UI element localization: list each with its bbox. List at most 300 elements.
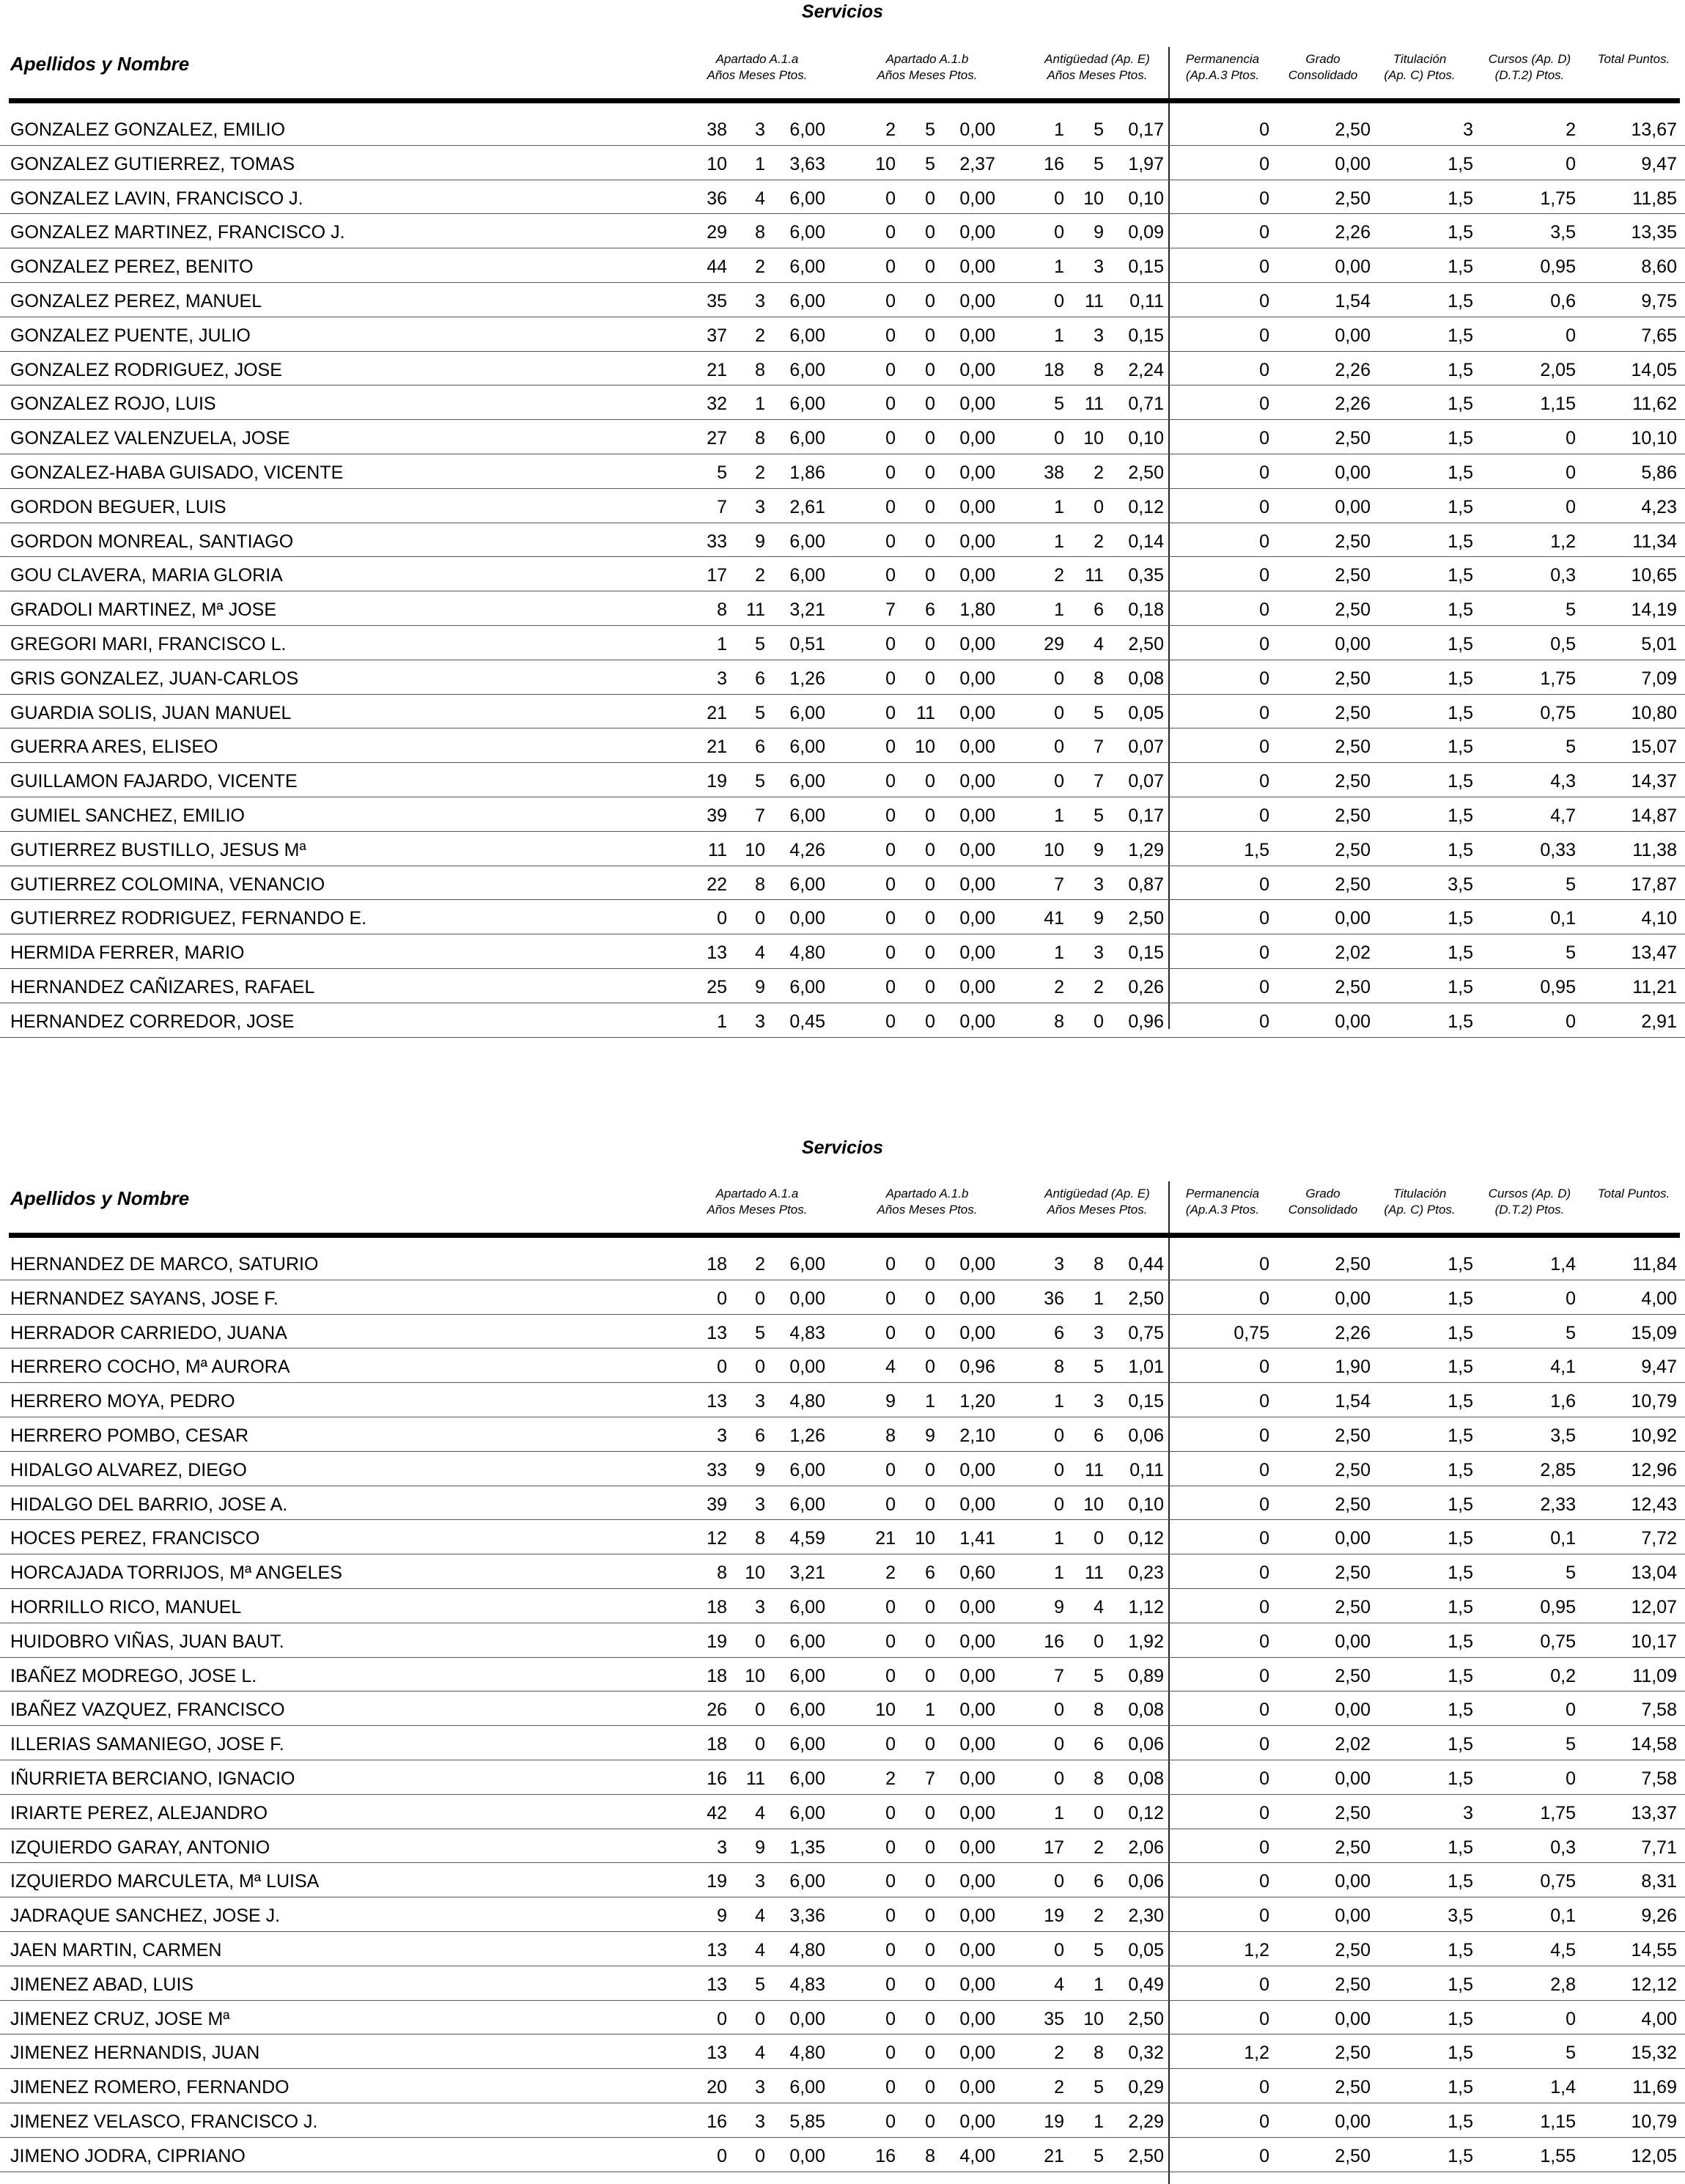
cell-a1a-months: 3 (755, 1596, 765, 1617)
cell-antiguedad-years: 0 (1054, 1700, 1064, 1721)
cell-titulacion-points: 1,5 (1448, 600, 1473, 621)
cell-a1b-months: 5 (925, 153, 935, 174)
cell-cursos-points: 0,95 (1540, 976, 1576, 997)
cell-a1b-months: 0 (925, 1357, 935, 1378)
cell-permanencia-points: 0 (1259, 1254, 1269, 1274)
cell-permanencia-points: 0 (1259, 394, 1269, 415)
cell-antiguedad-points: 0,15 (1128, 1391, 1164, 1412)
cell-a1b-months: 1 (925, 1391, 935, 1412)
cell-permanencia-points: 0 (1259, 1011, 1269, 1032)
cell-antiguedad-years: 0 (1054, 188, 1064, 209)
cell-total-points: 10,92 (1631, 1425, 1677, 1446)
cell-a1a-months: 1 (755, 153, 765, 174)
cell-antiguedad-points: 0,05 (1128, 1939, 1164, 1960)
cell-a1a-years: 19 (707, 771, 727, 792)
cell-a1b-years: 21 (875, 1528, 896, 1549)
cell-grado-points: 0,00 (1335, 325, 1371, 346)
cell-a1b-points: 0,00 (959, 1459, 995, 1480)
cell-a1a-months: 0 (755, 2145, 765, 2166)
cell-antiguedad-years: 0 (1054, 1734, 1064, 1755)
table-row (0, 1623, 1685, 1658)
table-row (0, 969, 1685, 1003)
cell-a1b-months: 0 (925, 1734, 935, 1755)
cell-cursos-points: 5 (1566, 600, 1576, 621)
cell-antiguedad-points: 1,92 (1128, 1631, 1164, 1652)
cell-a1a-points: 0,00 (789, 2008, 825, 2029)
cell-antiguedad-months: 2 (1094, 531, 1104, 552)
cell-total-points: 10,80 (1631, 702, 1677, 723)
cell-a1a-months: 8 (755, 874, 765, 895)
cell-a1a-months: 5 (755, 702, 765, 723)
cell-antiguedad-months: 6 (1094, 1871, 1104, 1892)
cell-titulacion-points: 1,5 (1448, 1322, 1473, 1343)
cell-a1a-years: 39 (707, 1494, 727, 1515)
cell-antiguedad-months: 10 (1083, 428, 1104, 449)
cell-antiguedad-months: 3 (1094, 1391, 1104, 1412)
cell-antiguedad-points: 0,08 (1128, 668, 1164, 689)
cell-a1b-points: 0,00 (959, 290, 995, 311)
cell-titulacion-points: 1,5 (1448, 839, 1473, 860)
cell-permanencia-points: 0 (1259, 908, 1269, 929)
cell-a1a-years: 13 (707, 1322, 727, 1343)
cell-antiguedad-points: 2,50 (1128, 2008, 1164, 2029)
cell-a1b-years: 0 (885, 839, 896, 860)
cell-antiguedad-points: 0,07 (1128, 737, 1164, 758)
cell-a1a-years: 8 (717, 1563, 727, 1584)
cell-permanencia-points: 0 (1259, 668, 1269, 689)
cell-name: GUMIEL SANCHEZ, EMILIO (10, 805, 245, 826)
cell-antiguedad-points: 0,32 (1128, 2043, 1164, 2064)
cell-titulacion-points: 1,5 (1448, 2043, 1473, 2064)
cell-a1b-months: 9 (925, 1425, 935, 1446)
cell-a1b-years: 0 (885, 1254, 896, 1274)
cell-cursos-points: 0 (1566, 325, 1576, 346)
cell-a1b-months: 0 (925, 222, 935, 243)
cell-a1a-years: 21 (707, 737, 727, 758)
cell-cursos-points: 0,95 (1540, 1596, 1576, 1617)
table-row (0, 591, 1685, 626)
cell-a1b-years: 2 (885, 1768, 896, 1789)
cell-grado-points: 2,02 (1335, 942, 1371, 964)
cell-antiguedad-years: 1 (1054, 496, 1064, 517)
cell-a1b-months: 0 (925, 496, 935, 517)
cell-antiguedad-years: 0 (1054, 702, 1064, 723)
cell-antiguedad-years: 38 (1044, 462, 1064, 483)
cell-titulacion-points: 1,5 (1448, 290, 1473, 311)
cell-a1a-points: 0,00 (789, 2145, 825, 2166)
cell-permanencia-points: 0 (1259, 1906, 1269, 1927)
cell-a1a-years: 16 (707, 2111, 727, 2132)
cell-a1a-months: 2 (755, 325, 765, 346)
cell-a1a-months: 5 (755, 1974, 765, 1995)
cell-a1b-years: 0 (885, 1288, 896, 1309)
table-row (0, 832, 1685, 866)
cell-a1b-years: 9 (885, 1391, 896, 1412)
table-row (0, 1315, 1685, 1349)
cell-name: GONZALEZ-HABA GUISADO, VICENTE (10, 462, 344, 483)
cell-a1b-years: 0 (885, 462, 896, 483)
cell-antiguedad-years: 36 (1044, 1288, 1064, 1309)
cell-titulacion-points: 3,5 (1448, 874, 1473, 895)
cell-a1b-points: 0,00 (959, 428, 995, 449)
cell-name: IRIARTE PEREZ, ALEJANDRO (10, 1802, 268, 1823)
cell-antiguedad-months: 3 (1094, 325, 1104, 346)
cell-a1b-points: 0,00 (959, 805, 995, 826)
cell-antiguedad-months: 2 (1094, 976, 1104, 997)
cell-name: HERNANDEZ CORREDOR, JOSE (10, 1011, 295, 1032)
cell-cursos-points: 1,2 (1550, 531, 1576, 552)
cell-titulacion-points: 1,5 (1448, 257, 1473, 278)
cell-antiguedad-points: 0,26 (1128, 976, 1164, 997)
cell-antiguedad-years: 2 (1054, 976, 1064, 997)
cell-a1a-points: 6,00 (789, 1494, 825, 1515)
cell-antiguedad-years: 0 (1054, 737, 1064, 758)
cell-name: GUTIERREZ BUSTILLO, JESUS Mª (10, 839, 306, 860)
cell-antiguedad-points: 2,24 (1128, 359, 1164, 380)
cell-a1a-months: 11 (746, 600, 765, 621)
cell-grado-points: 0,00 (1335, 496, 1371, 517)
cell-grado-points: 1,54 (1335, 1391, 1371, 1412)
cell-a1b-years: 0 (885, 531, 896, 552)
cell-a1a-months: 1 (755, 394, 765, 415)
header-a1a: Apartado A.1.a Años Meses Ptos. (707, 52, 808, 82)
cell-name: GONZALEZ PEREZ, BENITO (10, 257, 254, 278)
cell-a1a-months: 3 (755, 1391, 765, 1412)
cell-a1a-points: 6,00 (789, 1459, 825, 1480)
cell-total-points: 7,65 (1641, 325, 1677, 346)
cell-antiguedad-years: 0 (1054, 1871, 1064, 1892)
cell-a1b-years: 10 (875, 1700, 896, 1721)
cell-antiguedad-points: 2,50 (1128, 908, 1164, 929)
cell-a1a-points: 0,45 (789, 1011, 825, 1032)
cell-antiguedad-months: 3 (1094, 257, 1104, 278)
cell-a1a-months: 8 (755, 1528, 765, 1549)
cell-cursos-points: 0 (1566, 1768, 1576, 1789)
cell-total-points: 13,67 (1631, 119, 1677, 140)
cell-name: IBAÑEZ MODREGO, JOSE L. (10, 1665, 257, 1686)
cell-permanencia-points: 0 (1259, 1665, 1269, 1686)
cell-cursos-points: 0 (1566, 496, 1576, 517)
cell-antiguedad-years: 16 (1044, 153, 1064, 174)
cell-a1b-points: 0,00 (959, 1596, 995, 1617)
cell-name: HUIDOBRO VIÑAS, JUAN BAUT. (10, 1631, 284, 1652)
cell-antiguedad-points: 0,06 (1128, 1734, 1164, 1755)
cell-a1a-years: 13 (707, 1391, 727, 1412)
cell-a1b-months: 0 (925, 1871, 935, 1892)
cell-permanencia-points: 0 (1259, 1837, 1269, 1858)
cell-grado-points: 0,00 (1335, 908, 1371, 929)
table-header (0, 1184, 1685, 1228)
cell-total-points: 5,01 (1641, 633, 1677, 654)
table-row (0, 317, 1685, 352)
cell-antiguedad-points: 2,50 (1128, 633, 1164, 654)
cell-a1b-months: 0 (925, 1837, 935, 1858)
cell-grado-points: 2,50 (1335, 668, 1371, 689)
cell-titulacion-points: 1,5 (1448, 908, 1473, 929)
cell-titulacion-points: 1,5 (1448, 1768, 1473, 1789)
cell-a1b-points: 0,00 (959, 1665, 995, 1686)
cell-a1b-years: 0 (885, 2008, 896, 2029)
cell-a1b-years: 0 (885, 325, 896, 346)
cell-name: GUERRA ARES, ELISEO (10, 737, 218, 758)
cell-a1a-years: 38 (707, 119, 727, 140)
cell-permanencia-points: 0 (1259, 942, 1269, 964)
header-total: Total Puntos. (1597, 1187, 1670, 1200)
cell-name: HERRADOR CARRIEDO, JUANA (10, 1322, 287, 1343)
cell-a1a-years: 19 (707, 1631, 727, 1652)
cell-antiguedad-months: 7 (1094, 737, 1104, 758)
cell-a1a-months: 10 (745, 1665, 765, 1686)
cell-grado-points: 0,00 (1335, 1906, 1371, 1927)
cell-name: GONZALEZ PUENTE, JULIO (10, 325, 251, 346)
cell-name: HERMIDA FERRER, MARIO (10, 942, 245, 964)
cell-permanencia-points: 0 (1259, 1768, 1269, 1789)
cell-a1a-months: 9 (755, 976, 765, 997)
cell-a1b-months: 10 (915, 737, 935, 758)
cell-total-points: 13,47 (1631, 942, 1677, 964)
cell-a1a-months: 3 (755, 496, 765, 517)
cell-a1a-years: 1 (717, 1011, 727, 1032)
cell-grado-points: 0,00 (1335, 1011, 1371, 1032)
cell-antiguedad-months: 8 (1094, 668, 1104, 689)
table-row (0, 1966, 1685, 2001)
cell-a1a-months: 11 (746, 1768, 765, 1789)
cell-a1b-years: 0 (885, 222, 896, 243)
cell-a1b-months: 0 (925, 290, 935, 311)
cell-antiguedad-years: 1 (1054, 119, 1064, 140)
cell-total-points: 10,17 (1631, 1631, 1677, 1652)
cell-total-points: 14,19 (1631, 600, 1677, 621)
cell-a1a-months: 2 (755, 1254, 765, 1274)
header-a1b: Apartado A.1.b Años Meses Ptos. (877, 52, 978, 82)
cell-permanencia-points: 0 (1259, 976, 1269, 997)
cell-a1a-years: 0 (717, 1357, 727, 1378)
cell-antiguedad-years: 0 (1054, 222, 1064, 243)
cell-grado-points: 2,50 (1335, 1665, 1371, 1686)
cell-a1a-months: 4 (755, 1802, 765, 1823)
cell-titulacion-points: 1,5 (1448, 1357, 1473, 1378)
cell-antiguedad-months: 5 (1094, 1357, 1104, 1378)
cell-permanencia-points: 0 (1259, 325, 1269, 346)
table-row (0, 1486, 1685, 1521)
cell-a1b-points: 1,20 (959, 1391, 995, 1412)
cell-a1a-months: 4 (755, 2043, 765, 2064)
cell-a1b-years: 0 (885, 428, 896, 449)
cell-a1a-months: 4 (755, 1939, 765, 1960)
cell-total-points: 14,05 (1631, 359, 1677, 380)
cell-antiguedad-points: 0,17 (1128, 119, 1164, 140)
cell-a1a-points: 6,00 (789, 1596, 825, 1617)
cell-total-points: 9,26 (1641, 1906, 1677, 1927)
header-name: Apellidos y Nombre (10, 1187, 190, 1209)
cell-a1b-months: 0 (925, 874, 935, 895)
cell-total-points: 14,87 (1631, 805, 1677, 826)
cell-a1a-points: 0,51 (789, 633, 825, 654)
cell-permanencia-points: 0 (1259, 1596, 1269, 1617)
cell-permanencia-points: 0 (1259, 257, 1269, 278)
cell-total-points: 7,09 (1641, 668, 1677, 689)
table-row (0, 797, 1685, 832)
cell-a1b-points: 0,00 (959, 737, 995, 758)
table-row (0, 1520, 1685, 1554)
cell-titulacion-points: 1,5 (1448, 1665, 1473, 1686)
cell-grado-points: 2,26 (1335, 222, 1371, 243)
cell-titulacion-points: 3 (1463, 119, 1473, 140)
cell-a1a-years: 1 (717, 633, 727, 654)
header-a1b: Apartado A.1.b Años Meses Ptos. (877, 1187, 978, 1217)
cell-a1a-months: 8 (755, 222, 765, 243)
cell-titulacion-points: 1,5 (1448, 1871, 1473, 1892)
cell-permanencia-points: 0 (1259, 1288, 1269, 1309)
cell-name: GONZALEZ MARTINEZ, FRANCISCO J. (10, 222, 345, 243)
table-row (0, 146, 1685, 180)
cell-total-points: 14,55 (1631, 1939, 1677, 1960)
table-row (0, 352, 1685, 386)
cell-name: GONZALEZ ROJO, LUIS (10, 394, 216, 415)
cell-a1b-points: 0,00 (959, 257, 995, 278)
cell-titulacion-points: 1,5 (1448, 2111, 1473, 2132)
cell-antiguedad-points: 0,35 (1128, 565, 1164, 586)
cell-name: GRADOLI MARTINEZ, Mª JOSE (10, 600, 277, 621)
cell-antiguedad-points: 0,75 (1128, 1322, 1164, 1343)
cell-antiguedad-years: 1 (1054, 1528, 1064, 1549)
cell-a1a-points: 6,00 (789, 188, 825, 209)
cell-a1a-years: 7 (717, 496, 727, 517)
cell-a1a-points: 6,00 (789, 1768, 825, 1789)
cell-cursos-points: 2,33 (1540, 1494, 1576, 1515)
cell-antiguedad-points: 0,05 (1128, 702, 1164, 723)
cell-total-points: 4,10 (1641, 908, 1677, 929)
table-body (0, 111, 1685, 1038)
cell-a1a-months: 3 (755, 1494, 765, 1515)
cell-antiguedad-years: 1 (1054, 1563, 1064, 1584)
table-row (0, 385, 1685, 420)
cell-antiguedad-points: 0,14 (1128, 531, 1164, 552)
cell-total-points: 13,37 (1631, 1802, 1677, 1823)
cell-antiguedad-months: 10 (1083, 2008, 1104, 2029)
cell-a1b-months: 0 (925, 668, 935, 689)
cell-a1b-points: 0,00 (959, 1802, 995, 1823)
cell-a1a-months: 2 (755, 257, 765, 278)
cell-a1b-points: 0,00 (959, 1939, 995, 1960)
cell-antiguedad-points: 2,29 (1128, 2111, 1164, 2132)
cell-antiguedad-months: 5 (1094, 2077, 1104, 2098)
cell-a1a-years: 29 (707, 222, 727, 243)
table-row (0, 420, 1685, 454)
cell-name: JIMENEZ VELASCO, FRANCISCO J. (10, 2111, 318, 2132)
cell-a1b-years: 0 (885, 1837, 896, 1858)
cell-a1a-years: 13 (707, 1939, 727, 1960)
cell-cursos-points: 0 (1566, 2008, 1576, 2029)
table-row (0, 523, 1685, 558)
cell-antiguedad-months: 5 (1094, 153, 1104, 174)
cell-cursos-points: 1,75 (1540, 668, 1576, 689)
cell-a1a-years: 11 (708, 839, 727, 860)
cell-antiguedad-years: 7 (1054, 874, 1064, 895)
cell-a1b-points: 0,00 (959, 874, 995, 895)
cell-antiguedad-years: 17 (1044, 1837, 1064, 1858)
cell-name: HOCES PEREZ, FRANCISCO (10, 1528, 260, 1549)
cell-a1a-years: 18 (707, 1596, 727, 1617)
cell-name: GORDON MONREAL, SANTIAGO (10, 531, 294, 552)
cell-antiguedad-months: 3 (1094, 874, 1104, 895)
cell-antiguedad-years: 18 (1044, 359, 1064, 380)
cell-a1a-points: 6,00 (789, 222, 825, 243)
cell-titulacion-points: 1,5 (1448, 462, 1473, 483)
cell-a1b-points: 2,37 (959, 153, 995, 174)
cell-antiguedad-months: 4 (1094, 1596, 1104, 1617)
cell-permanencia-points: 1,5 (1244, 839, 1269, 860)
cell-total-points: 7,58 (1641, 1700, 1677, 1721)
cell-antiguedad-years: 1 (1054, 531, 1064, 552)
cell-titulacion-points: 1,5 (1448, 394, 1473, 415)
cell-a1b-months: 0 (925, 1322, 935, 1343)
cell-grado-points: 0,00 (1335, 1871, 1371, 1892)
cell-antiguedad-years: 19 (1044, 2111, 1064, 2132)
cell-titulacion-points: 1,5 (1448, 1700, 1473, 1721)
cell-titulacion-points: 1,5 (1448, 1596, 1473, 1617)
cell-a1a-points: 6,00 (789, 359, 825, 380)
cell-name: HERRERO MOYA, PEDRO (10, 1391, 235, 1412)
cell-permanencia-points: 0 (1259, 359, 1269, 380)
cell-cursos-points: 0 (1566, 1288, 1576, 1309)
cell-total-points: 5,86 (1641, 462, 1677, 483)
cell-grado-points: 2,26 (1335, 394, 1371, 415)
cell-name: JIMENEZ HERNANDIS, JUAN (10, 2043, 260, 2064)
cell-antiguedad-points: 0,08 (1128, 1768, 1164, 1789)
cell-a1a-points: 6,00 (789, 531, 825, 552)
cell-a1b-points: 0,96 (959, 1357, 995, 1378)
cell-name: HIDALGO DEL BARRIO, JOSE A. (10, 1494, 288, 1515)
cell-cursos-points: 4,7 (1550, 805, 1576, 826)
cell-antiguedad-years: 2 (1054, 565, 1064, 586)
cell-name: GUTIERREZ COLOMINA, VENANCIO (10, 874, 325, 895)
table-body (0, 1246, 1685, 2172)
cell-cursos-points: 4,5 (1550, 1939, 1576, 1960)
cell-titulacion-points: 1,5 (1448, 942, 1473, 964)
cell-titulacion-points: 1,5 (1448, 188, 1473, 209)
cell-permanencia-points: 0,75 (1234, 1322, 1269, 1343)
cell-cursos-points: 0 (1566, 1700, 1576, 1721)
cell-a1b-points: 0,00 (959, 702, 995, 723)
cell-a1a-months: 2 (755, 565, 765, 586)
cell-name: HERRERO COCHO, Mª AURORA (10, 1357, 290, 1378)
cell-grado-points: 2,50 (1335, 737, 1371, 758)
header-permanencia: Permanencia (Ap.A.3 Ptos. (1185, 1187, 1260, 1217)
cell-titulacion-points: 1,5 (1448, 976, 1473, 997)
cell-antiguedad-years: 1 (1054, 257, 1064, 278)
header-rule (9, 98, 1680, 103)
cell-titulacion-points: 1,5 (1448, 1563, 1473, 1584)
cell-a1b-years: 0 (885, 2077, 896, 2098)
cell-antiguedad-points: 1,97 (1128, 153, 1164, 174)
table-row (0, 2034, 1685, 2069)
cell-a1b-months: 0 (925, 1939, 935, 1960)
cell-antiguedad-years: 4 (1054, 1974, 1064, 1995)
header-antiguedad: Antigüedad (Ap. E) Años Meses Ptos. (1044, 1187, 1150, 1217)
cell-antiguedad-years: 2 (1054, 2077, 1064, 2098)
cell-a1a-years: 39 (707, 805, 727, 826)
cell-antiguedad-points: 0,11 (1129, 290, 1164, 311)
cell-a1b-points: 0,00 (959, 2111, 995, 2132)
cell-a1b-years: 0 (885, 359, 896, 380)
cell-permanencia-points: 0 (1259, 2077, 1269, 2098)
cell-a1a-points: 3,21 (789, 600, 825, 621)
cell-antiguedad-points: 2,50 (1128, 2145, 1164, 2166)
cell-a1a-points: 4,80 (789, 2043, 825, 2064)
cell-antiguedad-months: 7 (1094, 771, 1104, 792)
header-titulacion: Titulación (Ap. C) Ptos. (1384, 1187, 1456, 1217)
